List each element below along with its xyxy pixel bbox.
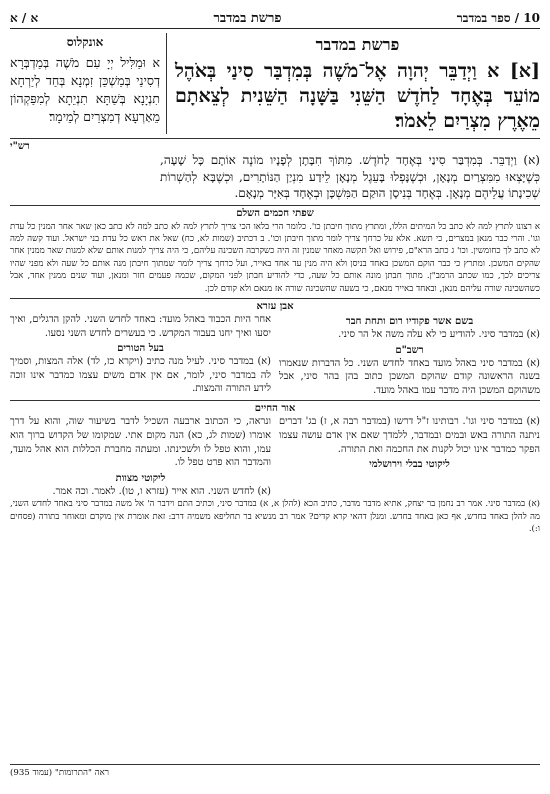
or-hachaim-left-text: ונראה, כי הכתוב ארבעה השכיל לדבר בשיעור שוה, והוא על דרך אומרו (שמות לג, כא) הנה מקום אתי. שמקומו של הקדוש ברוך הוא עמו, והוא טפל לו ולשכינתו. ומעתה מחברת הכללות הוא אהל מועד, והמדבר הוא פרט טפל לו. bbox=[10, 416, 271, 469]
even-ezra-text: אחר היות הכבוד באהל מועד: באחד לחדש השני. להקן הדגלים, ואיך יסעו ואיך יחנו בעבור המקדש. כי בעשרים לחדש השני נסעו. bbox=[10, 313, 271, 339]
header-chapter-verse: א / א bbox=[10, 10, 39, 25]
page-header bbox=[10, 8, 540, 29]
baal-haturim-text: (א) במדבר סיני. לעיל מנה כתיב (ויקרא כז, לד) אלה המצות, וסמיך לה במדבר סיני, לומר, אם אין אדם משים עצמו כמדבר אינו זוכה לידע התורה והמצות. bbox=[10, 356, 271, 395]
header-parasha: פרשת במדבר bbox=[213, 11, 282, 26]
rashi-title: רש"י bbox=[10, 141, 30, 152]
commentary-row-1 bbox=[10, 313, 540, 397]
parasha-title: פרשת במדבר bbox=[315, 35, 400, 54]
top-section bbox=[10, 33, 540, 134]
or-hachaim-section bbox=[10, 400, 540, 414]
page-footer: ראה "התרומות" (עמוד 935) bbox=[10, 764, 540, 778]
or-hachaim-right-text: (א) במדבר סיני וגו'. רבותינו ז"ל דרשו (במדבר רבה א, ז) בג' דברים ניתנה התורה באש ובמים ובמדבר, ללמדך שאם אין אדם עושה עצמו הפקר כמדבר אינו יכול לקנות את החכמה ואת התורה. bbox=[279, 416, 540, 455]
likutei-mitzvos-title: ליקוטי מצוות bbox=[115, 472, 166, 484]
even-ezra-column bbox=[10, 313, 271, 397]
verse-text: [א] א וַיְדַבֵּר יְהוָה אֶל־מֹשֶׁה בְּמִדְבַּר סִינַי בְּאֹהֶל מוֹעֵד בְּאֶחָד לַחֹדֶשׁ הַשֵּׁנִי בַּשָּׁנָה הַשֵּׁנִית לְצֵאתָם מֵאֶרֶץ מִצְרַיִם לֵאמֹר׃ bbox=[175, 60, 540, 132]
onkelos-title: אונקלוס bbox=[66, 35, 104, 49]
bshem-asher-text: (א) במדבר סיני. להודיע כי לא עלה משה אל הר סיני. bbox=[338, 328, 540, 340]
even-ezra-section bbox=[10, 298, 540, 312]
or-hachaim-right bbox=[279, 415, 540, 498]
bshem-asher-column bbox=[279, 313, 540, 397]
likutei-bavli-text: (א) במדבר סיני. אמר רב נחמן בר יצחק, אתיא מדבר מדבר, כתיב הכא (להלן א, א) במדבר סיני, וכתיב התם וידבר ה' אל משה במדבר סיני באחד לחדש השני, מה להלן באחד בחדש, אף כאן באחד בחדש. ומנלן דהאי קרא קדים? אמר רב מנשיא בר תחליפא משמיה דרב: זאת אומרת אין מוקדם ומאוחר בתורה (פסחים ו:). bbox=[10, 499, 540, 535]
likutei-bavli-title: ליקוטי בבלי וירושלמי bbox=[369, 459, 450, 471]
or-hachaim-left bbox=[10, 415, 271, 498]
rasag-title: רשב"ם bbox=[395, 344, 424, 356]
sifsei-chachamim-text: א רצונו לתרץ למה לא כתב כל המיתים הללו, ומתרץ מתוך חיבתן כו'. כלומר הרי בלאו הכי צריך לתרץ למה לא כתב למה לא כתב כאן שאר אחר המנין כל עדת וגו'. והרי כבר מנאן במצרים, כי תשא. אלא על כרחך צריך לומר מתוך חיבתן וכו'. ב דכתיב (שמות לא, כח) שאל את ראש כל עדת בני ישראל. ועוד קשה למה לא כתב לך כחומשין. וכו' ג כתב הרא"ם, פירוש ואל תקשה מאחר שמנין זה היה כשקרבה השכינה עליהם, כי היה צריך למנות אותם שלא למנות שאר ממנין אחר שהקים המשכן. ומתרץ כי כבר הוקם המשכן באחד בניסן ולא היה מנין עד אחד באייר, ועל כרחך צריך לומר שמתוך חיבתן מנה אותם כל שעה ולא מפני שהיו צריכים לכך, כמו שכתב הרמב"ן. מתוך חבתן מונה אותם כל שעה, כדי להודיע חבתן לפני המקום, שכמה פעמים חזר ומנאן, ועוד שנים ממנין אחד, אבל כשהשכינה שורה עליהם מנאן, ובאחד באייר מנאם, כי בשעה שהשכינה שורה אז מנאם ולא קודם לכן. bbox=[10, 221, 540, 294]
or-hachaim-title: אור החיים bbox=[10, 400, 540, 414]
commentary-row-2 bbox=[10, 415, 540, 498]
bshem-asher-title: בשם אשר פקודיו רום ותחת חבר bbox=[345, 315, 474, 327]
rasag-text: (א) במדבר סיני באהל מועד באחד לחדש השני. כל הדברות שנאמרו בשנה הראשונה קודם שהוקם המשכן כתוב בהן בהר סיני, אבל משהוקם המשכן היה מדבר עמו באהל מועד. bbox=[279, 357, 540, 396]
page bbox=[10, 8, 540, 778]
even-ezra-title: אבן עזרא bbox=[10, 298, 540, 312]
torah-text bbox=[175, 33, 540, 134]
onkelos-text: א וּמַלִּיל יְיָ עִם מֹשֶׁה בְּמַדְבְּרָא דְסִינַי בְּמַשְׁכַּן זִמְנָא בְּחַד לְיַרְחָא תִנְיָנָא בְּשַׁתָּא תִנְיֵתָא לְמִפַּקְהוֹן מֵאַרְעָא דְמִצְרַיִם לְמֵימָר׃ bbox=[10, 55, 160, 124]
rashi-text: (א) וַיְדַבֵּר. בְּמִדְבַּר סִינַי בְּאֶחָד לַחֹדֶשׁ. מִתּוֹךְ חִבָּתָן לְפָנָיו מוֹנֶה אוֹתָם כָּל שָׁעָה, כְּשֶׁיָּצְאוּ מִמִּצְרַיִם מְנָאָן, וּכְשֶׁנָּפְלוּ בָּעֵגֶל מְנָאָן לֵידַע מִנְיַן הַנּוֹתָרִים, וּכְשֶׁבָּא לְהַשְׁרוֹת שְׁכִינָתוֹ עֲלֵיהֶם מְנָאָן. בְּאֶחָד בְּנִיסָן הוּקַם הַמִּשְׁכָּן וּבְאֶחָד בְּאִיָּר מְנָאָם. bbox=[160, 153, 540, 200]
likutei-mitzvos-text: (א) לחדש השני. הוא אייר (עזרא ו, טו). לאמר. וכה אמר. bbox=[52, 485, 271, 497]
header-book-page: 10 / ספר במדבר bbox=[456, 10, 540, 25]
baal-haturim-title: בעל הטורים bbox=[117, 343, 164, 355]
sifsei-chachamim-title: שפתי חכמים השלם bbox=[10, 205, 540, 219]
onkelos-column bbox=[10, 33, 167, 134]
rashi-section bbox=[10, 138, 540, 202]
